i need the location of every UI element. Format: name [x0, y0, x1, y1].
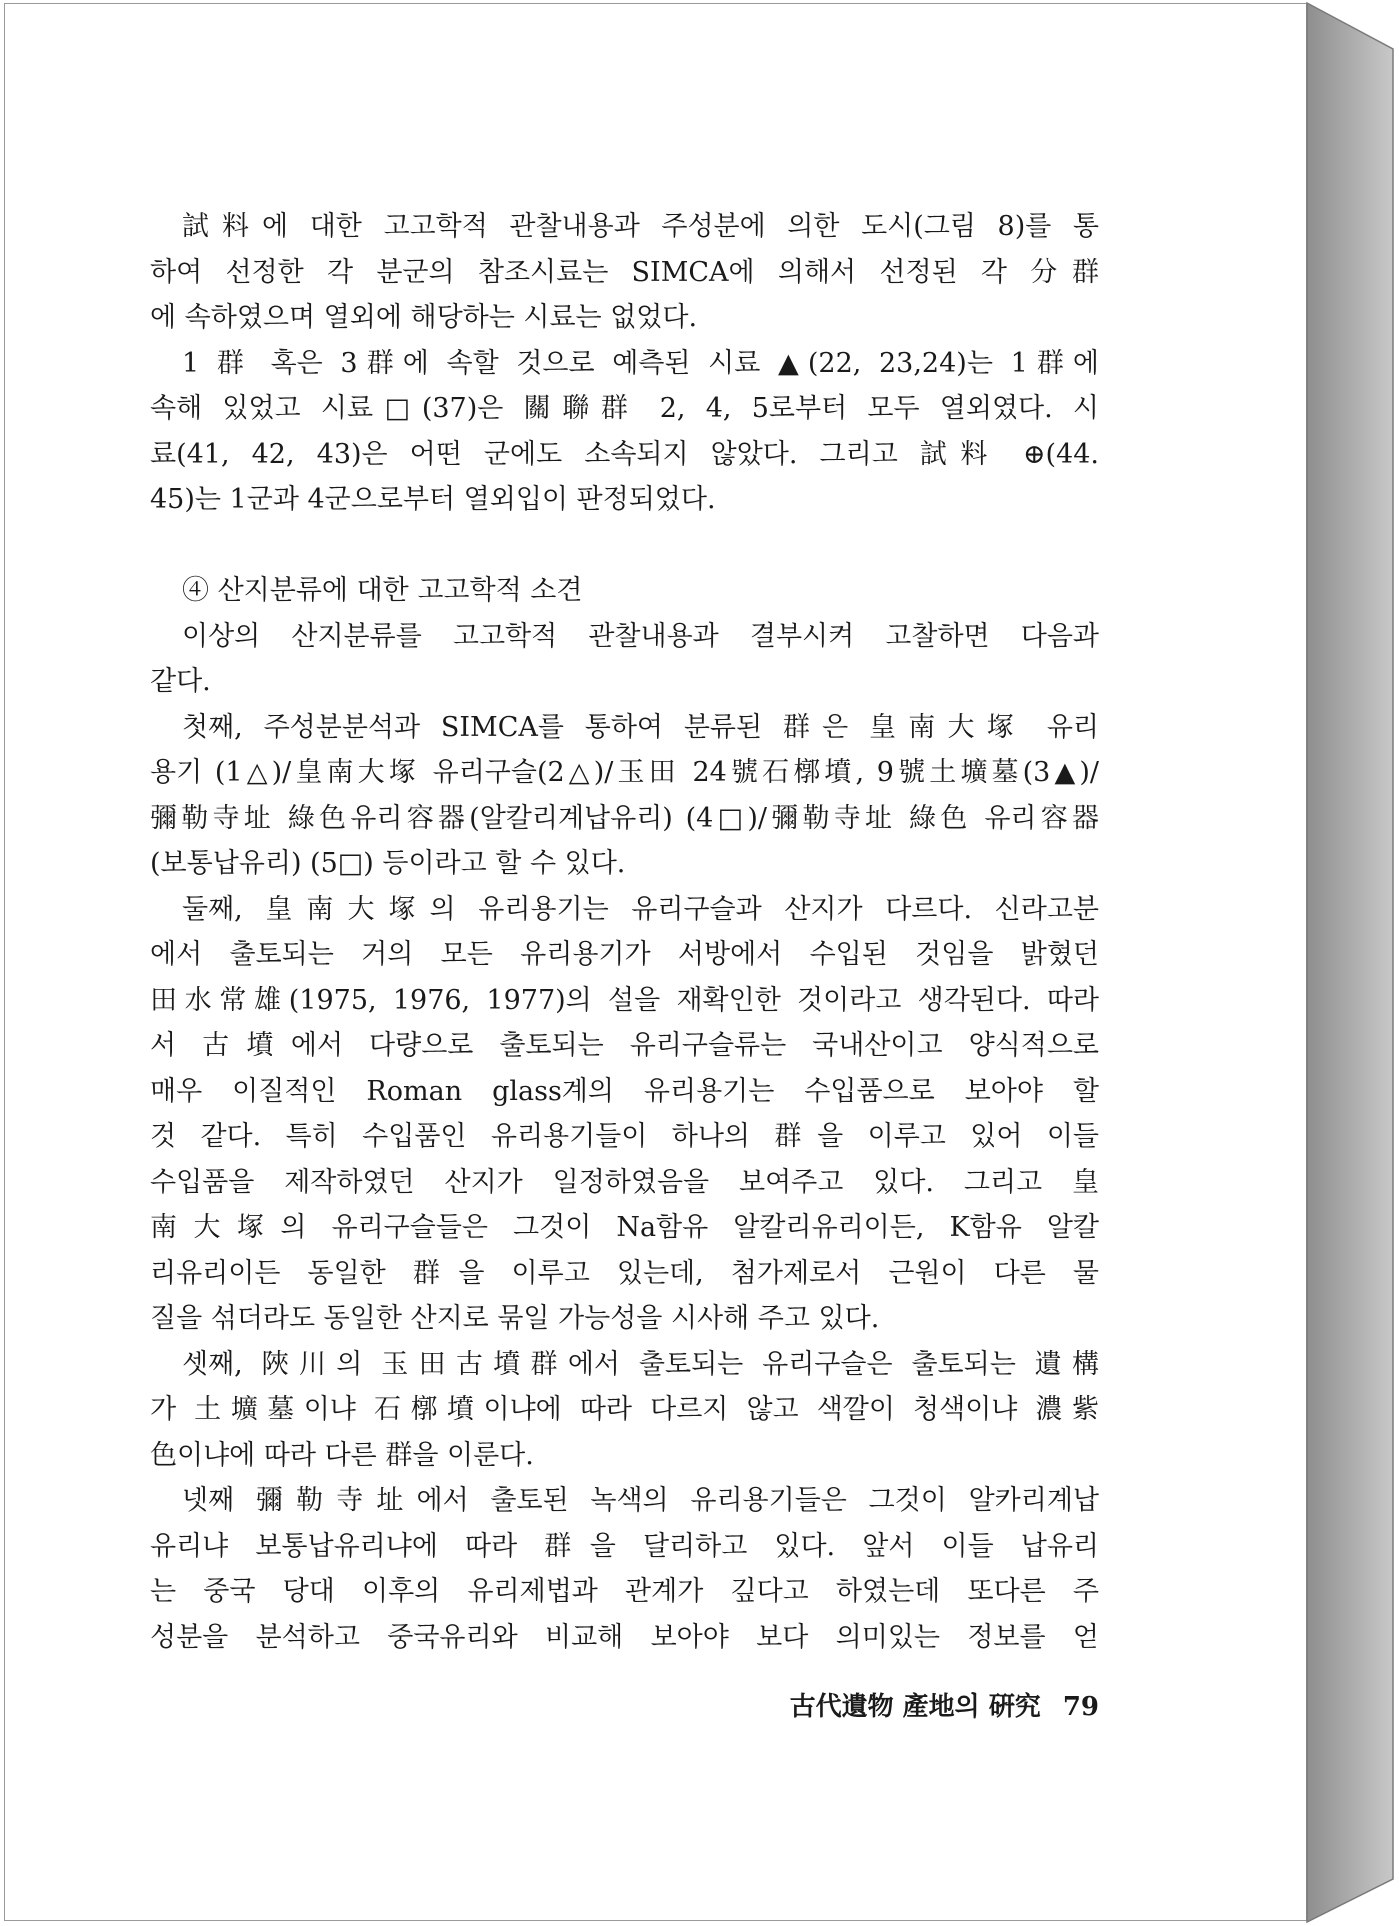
text-line: 리유리이든 동일한 群을 이루고 있는데, 첨가제로서 근원이 다른 물	[150, 1257, 1099, 1289]
text-line: (보통납유리) (5□) 등이라고 할 수 있다.	[150, 848, 626, 879]
text-line: 가 土壙墓이냐 石槨墳이냐에 따라 다르지 않고 색깔이 청색이냐 濃紫	[150, 1394, 1099, 1425]
text-line: 둘째, 皇南大塚의 유리용기는 유리구슬과 산지가 다르다. 신라고분	[182, 893, 1099, 925]
text-line: 첫째, 주성분분석과 SIMCA를 통하여 분류된 群은 皇南大塚 유리	[182, 711, 1099, 743]
text-line: 속해 있었고 시료□(37)은 關聯群 2, 4, 5로부터 모두 열외였다. 시	[150, 393, 1099, 424]
paragraph	[150, 1478, 1099, 1660]
text-line: 질을 섞더라도 동일한 산지로 묶일 가능성을 시사해 주고 있다.	[150, 1303, 880, 1334]
text-line: 유리냐 보통납유리냐에 따라 群을 달리하고 있다. 앞서 이들 납유리	[150, 1530, 1099, 1562]
text-line: 하여 선정한 각 분군의 참조시료는 SIMCA에 의해서 선정된 각 分群	[150, 256, 1099, 288]
text-line: 서 古墳에서 다량으로 출토되는 유리구슬류는 국내산이고 양식적으로	[150, 1030, 1099, 1061]
section-heading: ④ 산지분류에 대한 고고학적 소견	[182, 575, 583, 606]
text-line: 이상의 산지분류를 고고학적 관찰내용과 결부시켜 고찰하면 다음과	[182, 620, 1099, 652]
text-line: 1 群 혹은 3群에 속할 것으로 예측된 시료 ▲(22, 23,24)는 1群에	[182, 347, 1099, 379]
text-line: 試料에 대한 고고학적 관찰내용과 주성분에 의한 도시(그림 8)를 통	[182, 211, 1099, 242]
text-line: 田水常雄(1975, 1976, 1977)의 설을 재확인한 것이라고 생각된다. 따라	[150, 984, 1099, 1016]
text-line: 료(41, 42, 43)은 어떤 군에도 소속되지 않았다. 그리고 試料 ⊕(44.	[150, 438, 1099, 470]
text-line: 같다.	[150, 666, 211, 697]
page-number: 79	[1062, 1692, 1099, 1722]
text-line: 에서 출토되는 거의 모든 유리용기가 서방에서 수입된 것임을 밝혔던	[150, 939, 1099, 970]
text-line: 넷째 彌勒寺址에서 출토된 녹색의 유리용기들은 그것이 알카리계납	[182, 1485, 1099, 1516]
text-line: 南大塚의 유리구슬들은 그것이 Na함유 알칼리유리이든, K함유 알칼	[150, 1212, 1099, 1243]
paragraph	[150, 614, 1099, 705]
text-line: 수입품을 제작하였던 산지가 일정하였음을 보여주고 있다. 그리고 皇	[150, 1166, 1099, 1198]
body-text	[150, 204, 1099, 1660]
text-line: 色이냐에 따라 다른 群을 이룬다.	[150, 1439, 534, 1471]
text-line: 45)는 1군과 4군으로부터 열외입이 판정되었다.	[150, 484, 716, 515]
text-line: 성분을 분석하고 중국유리와 비교해 보아야 보다 의미있는 정보를 얻	[150, 1621, 1099, 1653]
text-line: 용기 (1△)/皇南大塚 유리구슬(2△)/玉田 24號石槨墳, 9號土壙墓(3▲)/	[150, 757, 1099, 788]
text-line: 것 같다. 특히 수입품인 유리용기들이 하나의 群을 이루고 있어 이들	[150, 1121, 1099, 1152]
running-title: 古代遺物 產地의 硏究	[789, 1692, 1041, 1722]
text-line: 彌勒寺址 綠色유리容器(알칼리계납유리) (4□)/彌勒寺址 綠色 유리容器	[150, 802, 1099, 834]
paragraph	[150, 705, 1099, 887]
paragraph	[150, 204, 1099, 341]
page-footer	[150, 1687, 1099, 1727]
paragraph	[150, 887, 1099, 1342]
paragraph	[150, 341, 1099, 523]
text-line: 에 속하였으며 열외에 해당하는 시료는 없었다.	[150, 302, 698, 333]
text-line: 는 중국 당대 이후의 유리제법과 관계가 깊다고 하였는데 또다른 주	[150, 1576, 1099, 1607]
text-line: 셋째, 陜川의 玉田古墳群에서 출토되는 유리구슬은 출토되는 遺構	[182, 1348, 1099, 1380]
text-line: 매우 이질적인 Roman glass계의 유리용기는 수입품으로 보아야 할	[150, 1075, 1099, 1107]
page-stack-edge	[1307, 3, 1393, 1922]
paragraph	[150, 1342, 1099, 1479]
